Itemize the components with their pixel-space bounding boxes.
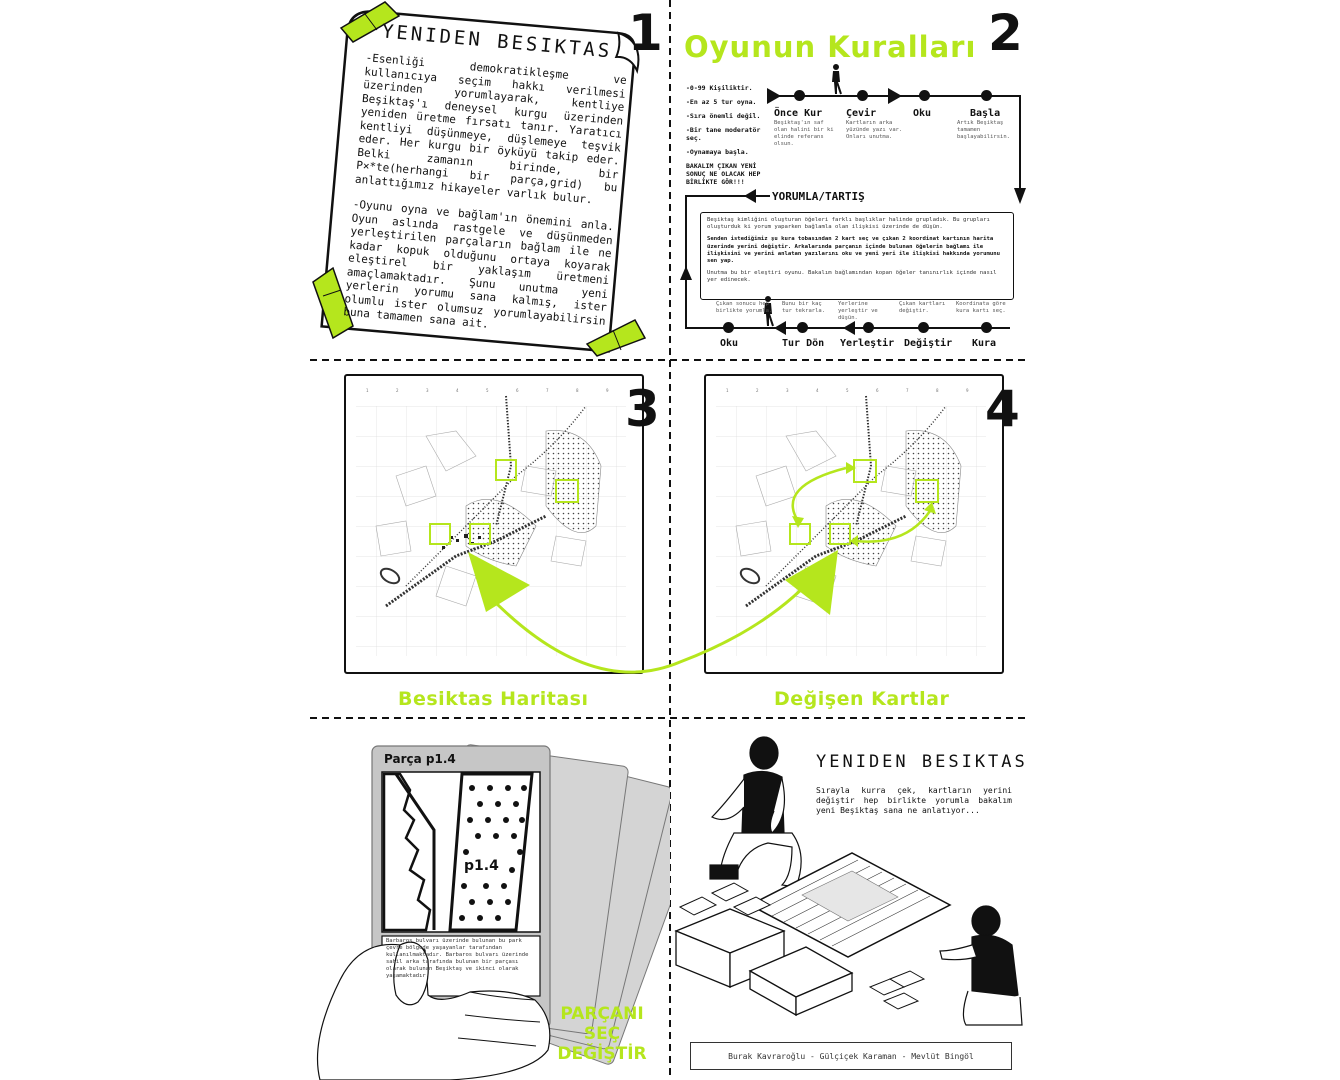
slogan-line-2: SEÇ — [583, 1024, 621, 1044]
card-description: Barbaros bulvarı üzerinde bulunan bu park çevre bölgede yaşayanlar tarafından kullanılmaktadır. Barbaros bulvarı üzerinde sahil arka tarafında bulunan bir parçası olarak bulunan Beşiktaş ve ikinci olarak yaşamaktadır. — [386, 938, 529, 979]
closing-text: Sırayla kurra çek, kartların yerini değiştir hep birlikte yorumla bakalım yeni Beşiktaş sana ne anlatıyor... — [816, 786, 1012, 815]
step-note: Beşiktaş'ın saf olan halini bir ki elinde referans olsun. — [774, 120, 834, 147]
credits-box: Burak Kavraroğlu - Gülçiçek Karaman - Mevlüt Bingöl — [690, 1042, 1012, 1070]
flow-node — [981, 90, 992, 101]
rules-box-p2: Senden istediğimiz şu kura tobasından 2 kart seç ve çıkan 2 koordinat kartının harita üzerinde yerini değiştir. Arkalarında parçanın içinde bulunan öğelerin bağlamı ile ilişkisini ve yerini anlatan yazılarını oku ve yeni yeri ile ilişkisi hakkında yorumunu sen yap. — [707, 236, 1000, 265]
flow-node — [981, 322, 992, 333]
panel-number-2: 2 — [988, 4, 1023, 62]
svg-text:6: 6 — [876, 388, 879, 393]
caption-degisen-kartlar: Değişen Kartlar — [774, 688, 950, 710]
svg-text:1: 1 — [366, 388, 369, 393]
step-label-cevir: Çevir — [846, 108, 877, 119]
card-title: Parça p1.4 — [384, 752, 456, 766]
card-mark-label: p1.4 — [464, 858, 499, 874]
slogan-line-3: DEĞİŞTİR — [557, 1044, 647, 1064]
rules-box — [700, 212, 1014, 300]
step-note: Yerlerine yerleştir ve düşün. — [838, 301, 878, 321]
svg-text:2: 2 — [756, 388, 759, 393]
svg-text:4: 4 — [816, 388, 819, 393]
flow-node — [918, 322, 929, 333]
svg-text:5: 5 — [486, 388, 489, 393]
rule-item: -En az 5 tur oyna. — [686, 98, 757, 106]
paper-paragraph-1: -Esenliği demokratikleşme ve kullanıcıya seçim hakkı verilmesi üzerinden yorumlayarak, kentliye Beşiktaş'ı deneysel kurgu üzerinden yeniden üretme fırsatı tanır. Yaratıcı kentliyi düşünmeye, düşlemeye teşvik eder. Her kurgu bir öyküyü takip eder. Belki zamanın birinde, bir P×*te(herhangi bir parça,grid) bu anlattığımız hikayeler varlık bulur. — [354, 51, 628, 206]
sitting-player — [940, 906, 1022, 1025]
rule-item: -Oynamaya başla. — [686, 148, 749, 156]
panel-number-1: 1 — [628, 4, 663, 62]
step-label-basla: Başla — [970, 108, 1001, 119]
svg-text:9: 9 — [606, 388, 609, 393]
svg-text:6: 6 — [516, 388, 519, 393]
closing-title: YENIDEN BESIKTAS — [816, 752, 1028, 772]
svg-text:2: 2 — [396, 388, 399, 393]
kneeling-player — [710, 737, 801, 887]
paper-title: YENIDEN BESIKTAS — [381, 20, 614, 63]
step-note: Artık Beşiktaş tamamen başlayabilirsin. — [957, 120, 1010, 140]
step-note: Çıkan kartları değiştir. — [899, 301, 946, 314]
svg-text:9: 9 — [966, 388, 969, 393]
rule-item: -0-99 Kişiliktir. — [686, 84, 753, 92]
step-label-oku-bottom: Oku — [720, 338, 739, 349]
step-label-once-kur: Önce Kur — [774, 108, 823, 119]
swap-arrow-icon — [440, 540, 860, 680]
walker-icon-top — [832, 64, 841, 94]
svg-text:5: 5 — [846, 388, 849, 393]
svg-text:8: 8 — [576, 388, 579, 393]
flow-node — [723, 322, 734, 333]
step-note: Çıkan sonucu hep birlikte yorumla. — [716, 301, 773, 314]
paper-content — [323, 11, 648, 336]
rule-item: -Bir tane moderatör seç. — [686, 126, 761, 142]
svg-text:3: 3 — [786, 388, 789, 393]
step-label-degistir: Değiştir — [904, 338, 953, 349]
flow-node — [797, 322, 808, 333]
slogan-line-1: PARÇANI — [560, 1004, 644, 1024]
flow-node — [857, 90, 868, 101]
rule-item: -Sıra önemli değil. — [686, 112, 761, 120]
svg-text:1: 1 — [726, 388, 729, 393]
flow-node — [863, 322, 874, 333]
rules-box-p3: Unutma bu bir eleştiri oyunu. Bakalım bağlamından kopan öğeler tanınırlık içinde nasıl yer edinecek. — [707, 270, 997, 284]
svg-text:3: 3 — [426, 388, 429, 393]
step-note: Bunu bir kaç tur tekrarla. — [782, 301, 826, 314]
svg-text:4: 4 — [456, 388, 459, 393]
step-label-oku-top: Oku — [913, 108, 932, 119]
discuss-label: YORUMLA/TARTIŞ — [772, 190, 865, 203]
step-note: Koordinata göre kura kartı seç. — [956, 301, 1006, 314]
rules-title: Oyunun Kuralları — [684, 30, 977, 64]
flow-node — [919, 90, 930, 101]
svg-text:8: 8 — [936, 388, 939, 393]
step-label-tur-don: Tur Dön — [782, 338, 825, 349]
svg-text:7: 7 — [546, 388, 549, 393]
step-label-kura: Kura — [972, 338, 997, 349]
svg-text:7: 7 — [906, 388, 909, 393]
flow-node — [794, 90, 805, 101]
slogan — [552, 1004, 652, 1064]
rules-closing: BAKALIM ÇIKAN YENİ SONUÇ NE OLACAK HEP BİRLİKTE GÖR!!! — [686, 162, 761, 186]
paper-paragraph-2: -Oyunu oyna ve bağlam'ın önemini anla. Oyun aslında rastgele ve düşünmeden yerleştirilen parçaların bağlam ile ne kadar kopuk olduğunu ortaya koyarak eleştirel bir yaklaşım üretmeni amaçlamaktadır. Şunu unutma yeni yerlerin yorumu sana kalmış, ister olumlu ister olumsuz yorumlayabilirsin buna tamamen sana ait. — [342, 197, 615, 331]
panel-number-4: 4 — [985, 380, 1020, 438]
panel-number-3: 3 — [625, 380, 660, 438]
rules-box-p1: Beşiktaş kimliğini oluşturan öğeleri farklı başlıklar halinde grupladık. Bu grupları oluşturduk ki yorum yaparken bağlamla olan ilişkisi üzerinde de düşün. — [707, 217, 990, 231]
step-label-yerlestir: Yerleştir — [840, 338, 895, 349]
caption-besiktas-haritasi: Besiktas Haritası — [398, 688, 589, 710]
step-note: Kartların arka yüzünde yazı var. Onları unutma. — [846, 120, 903, 140]
